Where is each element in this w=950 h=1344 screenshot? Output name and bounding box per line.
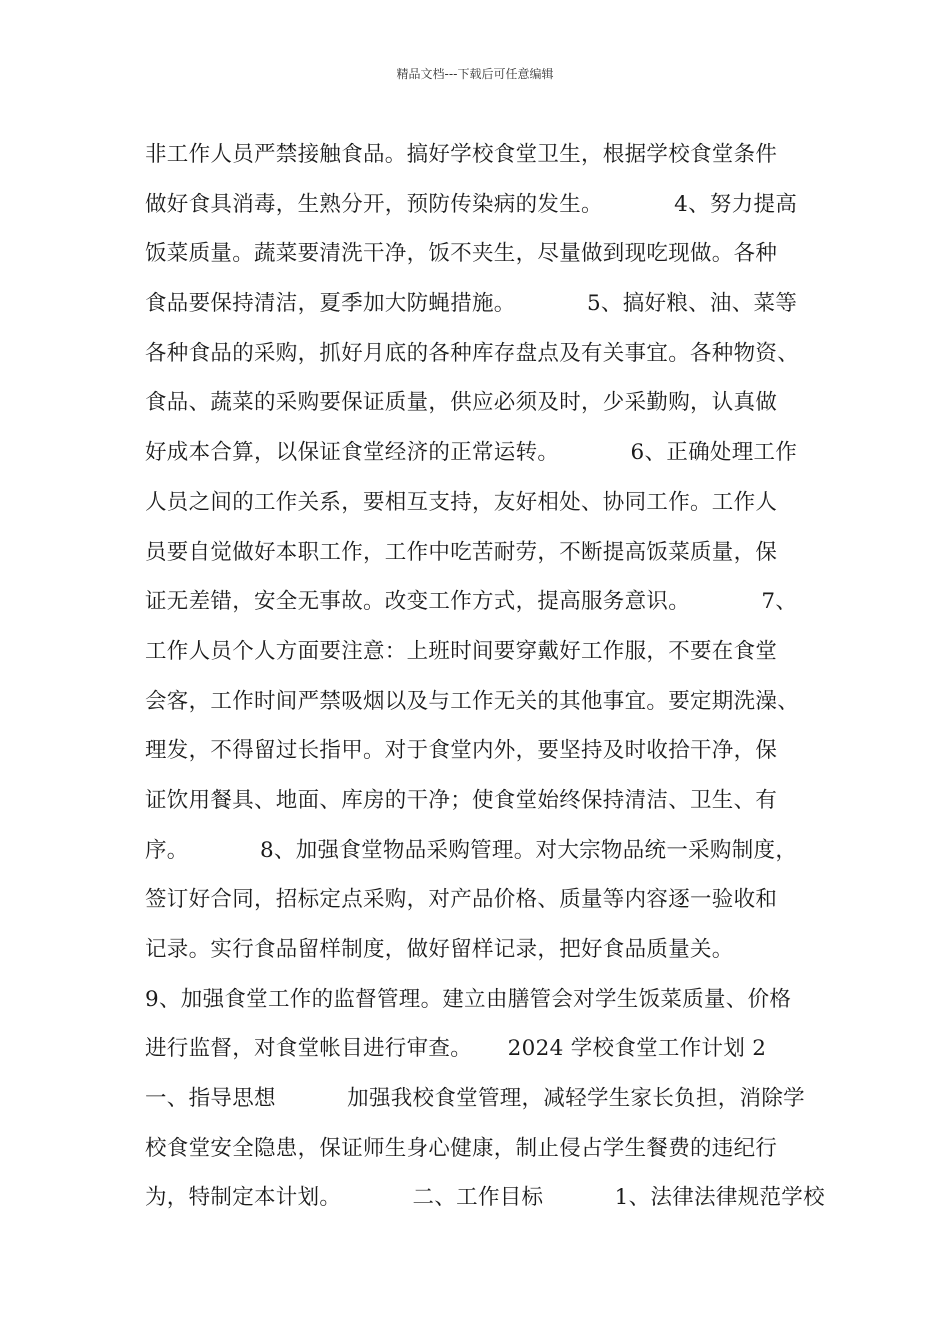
text-line: 签订好合同，招标定点采购，对产品价格、质量等内容逐一验收和 [145, 887, 778, 913]
text-line: 员要自觉做好本职工作，工作中吃苦耐劳，不断提高饭菜质量，保 [145, 539, 778, 565]
text-line: 饭菜质量。蔬菜要清洗干净，饭不夹生，尽量做到现吃现做。各种 [145, 241, 778, 267]
text-line: 食品、蔬菜的采购要保证质量，供应必须及时，少采勤购，认真做 [145, 390, 778, 416]
text-line: 记录。实行食品留样制度，做好留样记录，把好食品质量关。 [145, 937, 734, 962]
text-line: 理发，不得留过长指甲。对于食堂内外，要坚持及时收拾干净，保 [145, 738, 778, 764]
text-line: 工作人员个人方面要注意：上班时间要穿戴好工作服，不要在食堂 [145, 638, 778, 664]
body-text [145, 130, 835, 1223]
text-line: 非工作人员严禁接触食品。搞好学校食堂卫生，根据学校食堂条件 [145, 142, 778, 167]
text-line: 9、加强食堂工作的监督管理。建立由膳管会对学生饭菜质量、价格 [145, 986, 792, 1012]
text-line: 进行监督，对食堂帐目进行审查。 2024 学校食堂工作计划 2 [145, 1036, 767, 1062]
text-line: 为，特制定本计划。 二、工作目标 1、法律法律规范学校 [145, 1185, 825, 1211]
text-line: 各种食品的采购，抓好月底的各种库存盘点及有关事宜。各种物资、 [145, 340, 800, 366]
text-line: 食品要保持清洁，夏季加大防蝇措施。 5、搞好粮、油、菜等 [145, 291, 798, 317]
text-line: 做好食具消毒，生熟分开，预防传染病的发生。 4、努力提高 [145, 191, 798, 217]
text-line: 好成本合算，以保证食堂经济的正常运转。 6、正确处理工作 [145, 440, 798, 466]
text-line: 证无差错，安全无事故。改变工作方式，提高服务意识。 7、 [145, 589, 798, 615]
text-line: 序。 8、加强食堂物品采购管理。对大宗物品统一采购制度， [145, 837, 798, 863]
text-line: 会客，工作时间严禁吸烟以及与工作无关的其他事宜。要定期洗澡、 [145, 688, 800, 714]
text-line: 一、指导思想 加强我校食堂管理，减轻学生家长负担，消除学 [145, 1086, 805, 1112]
page-header: 精品文档---下载后可任意编辑 [396, 67, 554, 81]
text-line: 证饮用餐具、地面、库房的干净；使食堂始终保持清洁、卫生、有 [145, 787, 778, 813]
text-line: 校食堂安全隐患，保证师生身心健康，制止侵占学生餐费的违纪行 [145, 1135, 778, 1161]
text-line: 人员之间的工作关系，要相互支持，友好相处、协同工作。工作人 [145, 489, 778, 515]
